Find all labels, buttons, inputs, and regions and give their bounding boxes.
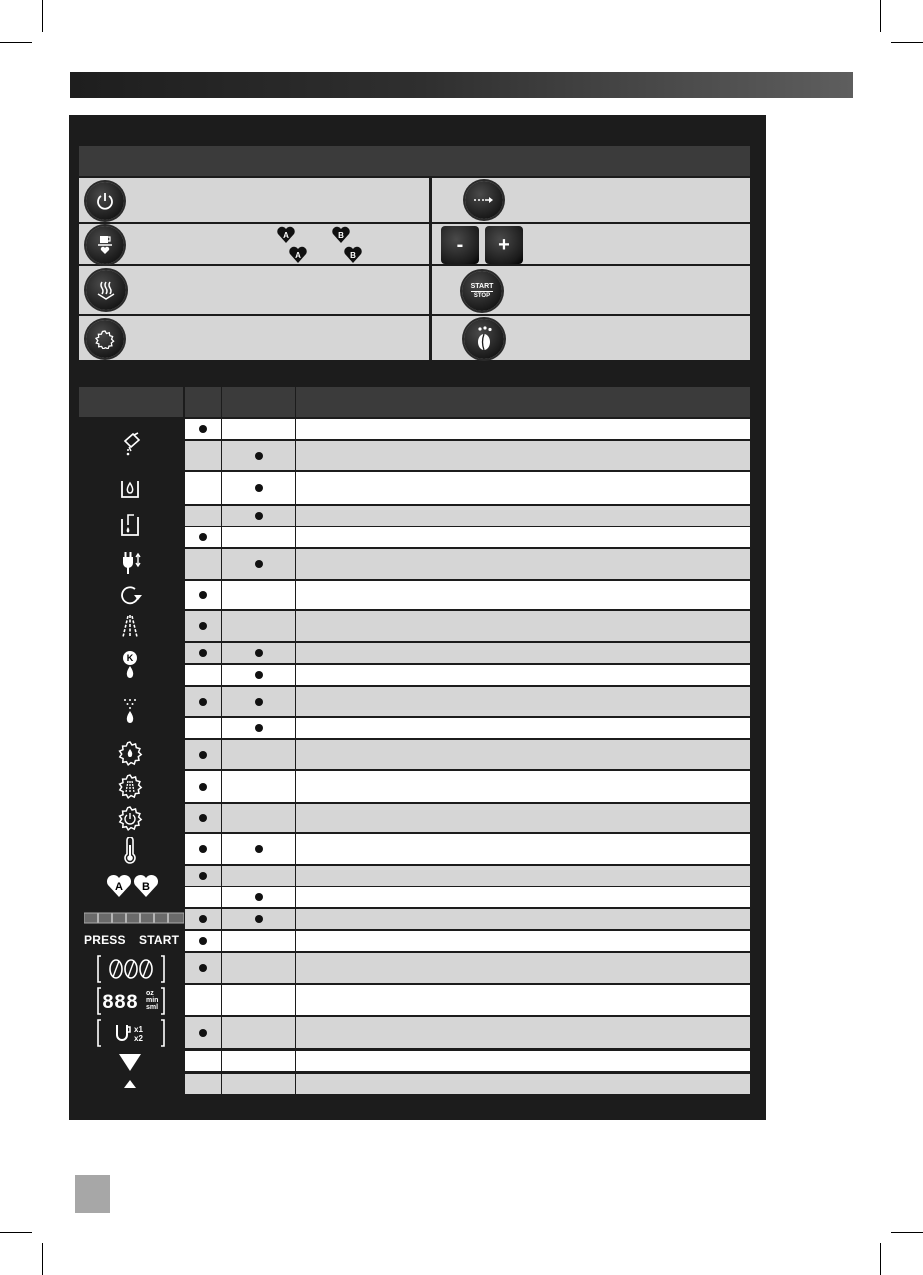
table-cell-col1 xyxy=(185,643,221,663)
profile-a-label: A xyxy=(115,881,123,893)
table-cell-col1 xyxy=(185,718,221,738)
indicator-dot xyxy=(199,1029,207,1037)
heart-a-label: A xyxy=(283,231,289,240)
button-cell-coffee-type xyxy=(79,224,429,264)
cup-count-display xyxy=(97,1018,165,1048)
table-row xyxy=(185,953,750,983)
button-cell-settings xyxy=(79,316,429,360)
minus-button[interactable] xyxy=(441,226,479,264)
table-cell-description xyxy=(296,441,750,470)
table-cell-description xyxy=(296,611,750,641)
crop-mark xyxy=(891,1232,923,1233)
table-cell-col1 xyxy=(185,549,221,579)
table-cell-col1 xyxy=(185,441,221,470)
page-number-tab xyxy=(75,1175,110,1213)
table-cell-description xyxy=(296,1074,750,1094)
unit-min-label: min xyxy=(146,997,159,1004)
crop-mark xyxy=(42,1243,43,1275)
cup-heart-icon xyxy=(96,234,114,256)
crop-mark xyxy=(42,0,43,32)
table-row xyxy=(185,909,750,929)
table-cell-col2 xyxy=(222,1051,295,1071)
table-cell-col2 xyxy=(222,611,295,641)
table-cell-col1 xyxy=(185,953,221,983)
button-cell-steam xyxy=(79,266,429,314)
table-cell-col2 xyxy=(222,804,295,832)
table-cell-col2 xyxy=(222,419,295,439)
table-cell-description xyxy=(296,549,750,579)
table-row xyxy=(185,472,750,504)
indicator-dot xyxy=(255,915,263,923)
page-header-bar xyxy=(70,72,853,98)
gear-steam-icon xyxy=(114,772,146,802)
start-stop-button[interactable] xyxy=(462,271,502,311)
table-cell-description xyxy=(296,740,750,769)
indicator-dot xyxy=(255,671,263,679)
dotted-arrow-icon xyxy=(472,194,496,206)
table-header-col1 xyxy=(185,387,221,417)
coffee-bean-icon xyxy=(472,326,496,352)
table-cell-col2 xyxy=(222,953,295,983)
x1-label: x1 xyxy=(134,1025,143,1034)
stop-label: STOP xyxy=(473,293,491,299)
start-label: START xyxy=(470,283,494,290)
profile-b-label: B xyxy=(142,881,150,893)
descale-k-icon xyxy=(116,648,144,682)
steam-icon xyxy=(96,279,116,301)
crop-mark xyxy=(0,1232,32,1233)
table-row xyxy=(185,834,750,864)
button-cell-minus-plus xyxy=(432,224,750,264)
table-header-description xyxy=(296,387,750,417)
table-row xyxy=(185,1017,750,1048)
table-row xyxy=(185,665,750,685)
water-tank-icon xyxy=(112,475,148,503)
table-cell-col1 xyxy=(185,804,221,832)
table-cell-col1 xyxy=(185,687,221,716)
table-cell-description xyxy=(296,771,750,802)
indicator-dot xyxy=(255,484,263,492)
table-header-col2 xyxy=(222,387,295,417)
drip-tray-icon xyxy=(112,512,148,540)
table-header-icon-col xyxy=(79,387,183,417)
indicator-dot xyxy=(199,622,207,630)
table-cell-description xyxy=(296,1017,750,1048)
indicator-dot xyxy=(255,512,263,520)
table-cell-description xyxy=(296,506,750,526)
table-cell-description xyxy=(296,866,750,886)
table-cell-col2 xyxy=(222,985,295,1015)
table-row xyxy=(185,441,750,470)
table-cell-col2 xyxy=(222,718,295,738)
indicator-dot xyxy=(199,649,207,657)
table-row xyxy=(185,866,750,886)
table-cell-col2 xyxy=(222,581,295,609)
table-cell-col1 xyxy=(185,611,221,641)
table-cell-col2 xyxy=(222,472,295,504)
bean-fill-icon xyxy=(112,430,148,460)
table-cell-col2 xyxy=(222,687,295,716)
crop-mark xyxy=(0,42,32,43)
indicator-dot xyxy=(255,649,263,657)
table-cell-description xyxy=(296,985,750,1015)
indicator-dot xyxy=(199,751,207,759)
unit-oz-label: oz xyxy=(146,990,154,997)
table-cell-col2 xyxy=(222,771,295,802)
table-cell-description xyxy=(296,581,750,609)
table-cell-col1 xyxy=(185,665,221,685)
minus-label: - xyxy=(456,233,464,256)
table-cell-description xyxy=(296,834,750,864)
table-cell-col2 xyxy=(222,1017,295,1048)
table-cell-col1 xyxy=(185,1051,221,1071)
table-cell-description xyxy=(296,472,750,504)
next-button[interactable] xyxy=(465,181,503,219)
heart-b-label: B xyxy=(338,231,344,240)
crop-mark xyxy=(880,0,881,32)
table-cell-col2 xyxy=(222,1074,295,1094)
profile-ab-icon xyxy=(106,874,160,898)
indicator-dot xyxy=(199,937,207,945)
plus-label: + xyxy=(498,233,510,256)
table-cell-col2 xyxy=(222,643,295,663)
aroma-beans-display xyxy=(97,954,165,984)
table-row xyxy=(185,549,750,579)
table-row xyxy=(185,1051,750,1071)
table-row xyxy=(185,718,750,738)
table-cell-col2 xyxy=(222,931,295,951)
heart-b-icon xyxy=(331,226,351,244)
crop-mark xyxy=(880,1243,881,1275)
table-row xyxy=(185,887,750,907)
table-cell-description xyxy=(296,953,750,983)
table-cell-col2 xyxy=(222,887,295,907)
table-cell-col2 xyxy=(222,527,295,547)
table-cell-description xyxy=(296,804,750,832)
crop-mark xyxy=(891,42,923,43)
table-cell-description xyxy=(296,887,750,907)
table-cell-col1 xyxy=(185,909,221,929)
indicator-dot xyxy=(255,698,263,706)
table-row xyxy=(185,506,750,526)
indicator-dot xyxy=(255,452,263,460)
table-row xyxy=(185,771,750,802)
table-row xyxy=(185,1074,750,1094)
table-cell-description xyxy=(296,643,750,663)
table-cell-col2 xyxy=(222,665,295,685)
x2-label: x2 xyxy=(134,1034,143,1043)
table-cell-col1 xyxy=(185,866,221,886)
unit-sml-label: sml xyxy=(146,1004,159,1011)
table-row xyxy=(185,611,750,641)
steam-button[interactable] xyxy=(86,270,126,310)
table-row xyxy=(185,804,750,832)
table-cell-col1 xyxy=(185,931,221,951)
digits-label: 888 xyxy=(102,992,139,1015)
table-row xyxy=(185,687,750,716)
table-cell-description xyxy=(296,931,750,951)
buttons-section-header xyxy=(79,146,750,176)
table-cell-col1 xyxy=(185,419,221,439)
plug-icon xyxy=(112,548,148,578)
table-row xyxy=(185,931,750,951)
table-cell-col1 xyxy=(185,887,221,907)
power-icon xyxy=(95,191,115,211)
table-cell-description xyxy=(296,909,750,929)
indicator-dot xyxy=(199,533,207,541)
table-cell-col1 xyxy=(185,740,221,769)
table-row xyxy=(185,419,750,439)
table-cell-col1 xyxy=(185,506,221,526)
plus-button[interactable] xyxy=(485,226,523,264)
table-cell-col1 xyxy=(185,985,221,1015)
start-text: START xyxy=(139,933,180,947)
table-row xyxy=(185,527,750,547)
descale-k-label: K xyxy=(123,651,137,665)
gear-water-icon xyxy=(114,739,146,769)
table-cell-col2 xyxy=(222,909,295,929)
table-cell-col2 xyxy=(222,441,295,470)
indicator-dot xyxy=(199,698,207,706)
table-row xyxy=(185,581,750,609)
indicator-dot xyxy=(199,872,207,880)
indicator-dot xyxy=(199,814,207,822)
indicator-dot xyxy=(255,893,263,901)
table-cell-description xyxy=(296,665,750,685)
aroma-button[interactable] xyxy=(464,319,504,359)
press-text: PRESS xyxy=(84,933,126,947)
table-cell-col2 xyxy=(222,834,295,864)
table-cell-col1 xyxy=(185,1017,221,1048)
steam-wand-icon xyxy=(112,612,148,640)
water-hardness-icon xyxy=(116,695,144,727)
arrow-up-icon xyxy=(122,1078,138,1090)
progress-bar-icon xyxy=(84,912,184,924)
table-row xyxy=(185,643,750,663)
table-cell-description xyxy=(296,1051,750,1071)
table-cell-col2 xyxy=(222,866,295,886)
button-cell-power xyxy=(79,178,429,222)
indicator-dot xyxy=(199,915,207,923)
table-cell-col1 xyxy=(185,834,221,864)
rinse-icon xyxy=(112,582,148,608)
gear-icon xyxy=(95,329,115,349)
indicator-dot xyxy=(255,845,263,853)
arrow-down-icon xyxy=(116,1052,144,1072)
table-cell-description xyxy=(296,687,750,716)
table-cell-col1 xyxy=(185,771,221,802)
indicator-dot xyxy=(255,560,263,568)
settings-button[interactable] xyxy=(86,320,124,358)
indicator-dot xyxy=(199,783,207,791)
heart-b-label: B xyxy=(350,251,356,260)
heart-a-label: A xyxy=(295,251,301,260)
table-row xyxy=(185,985,750,1015)
heart-a-icon xyxy=(288,246,308,264)
gear-power-icon xyxy=(114,804,146,834)
indicator-dot xyxy=(199,845,207,853)
table-cell-col1 xyxy=(185,581,221,609)
quantity-digits-display xyxy=(97,986,165,1016)
table-cell-col1 xyxy=(185,527,221,547)
table-cell-col2 xyxy=(222,740,295,769)
indicator-dot xyxy=(255,724,263,732)
thermometer-icon xyxy=(116,836,144,866)
indicator-dot xyxy=(199,591,207,599)
power-button[interactable] xyxy=(86,182,124,220)
heart-b-icon xyxy=(343,246,363,264)
indicator-dot xyxy=(199,964,207,972)
table-cell-col1 xyxy=(185,1074,221,1094)
table-cell-description xyxy=(296,718,750,738)
table-cell-col2 xyxy=(222,549,295,579)
table-cell-description xyxy=(296,419,750,439)
table-cell-col1 xyxy=(185,472,221,504)
heart-a-icon xyxy=(276,226,296,244)
table-row xyxy=(185,740,750,769)
table-cell-description xyxy=(296,527,750,547)
indicator-dot xyxy=(199,425,207,433)
coffee-type-button[interactable] xyxy=(86,226,124,264)
table-cell-col2 xyxy=(222,506,295,526)
